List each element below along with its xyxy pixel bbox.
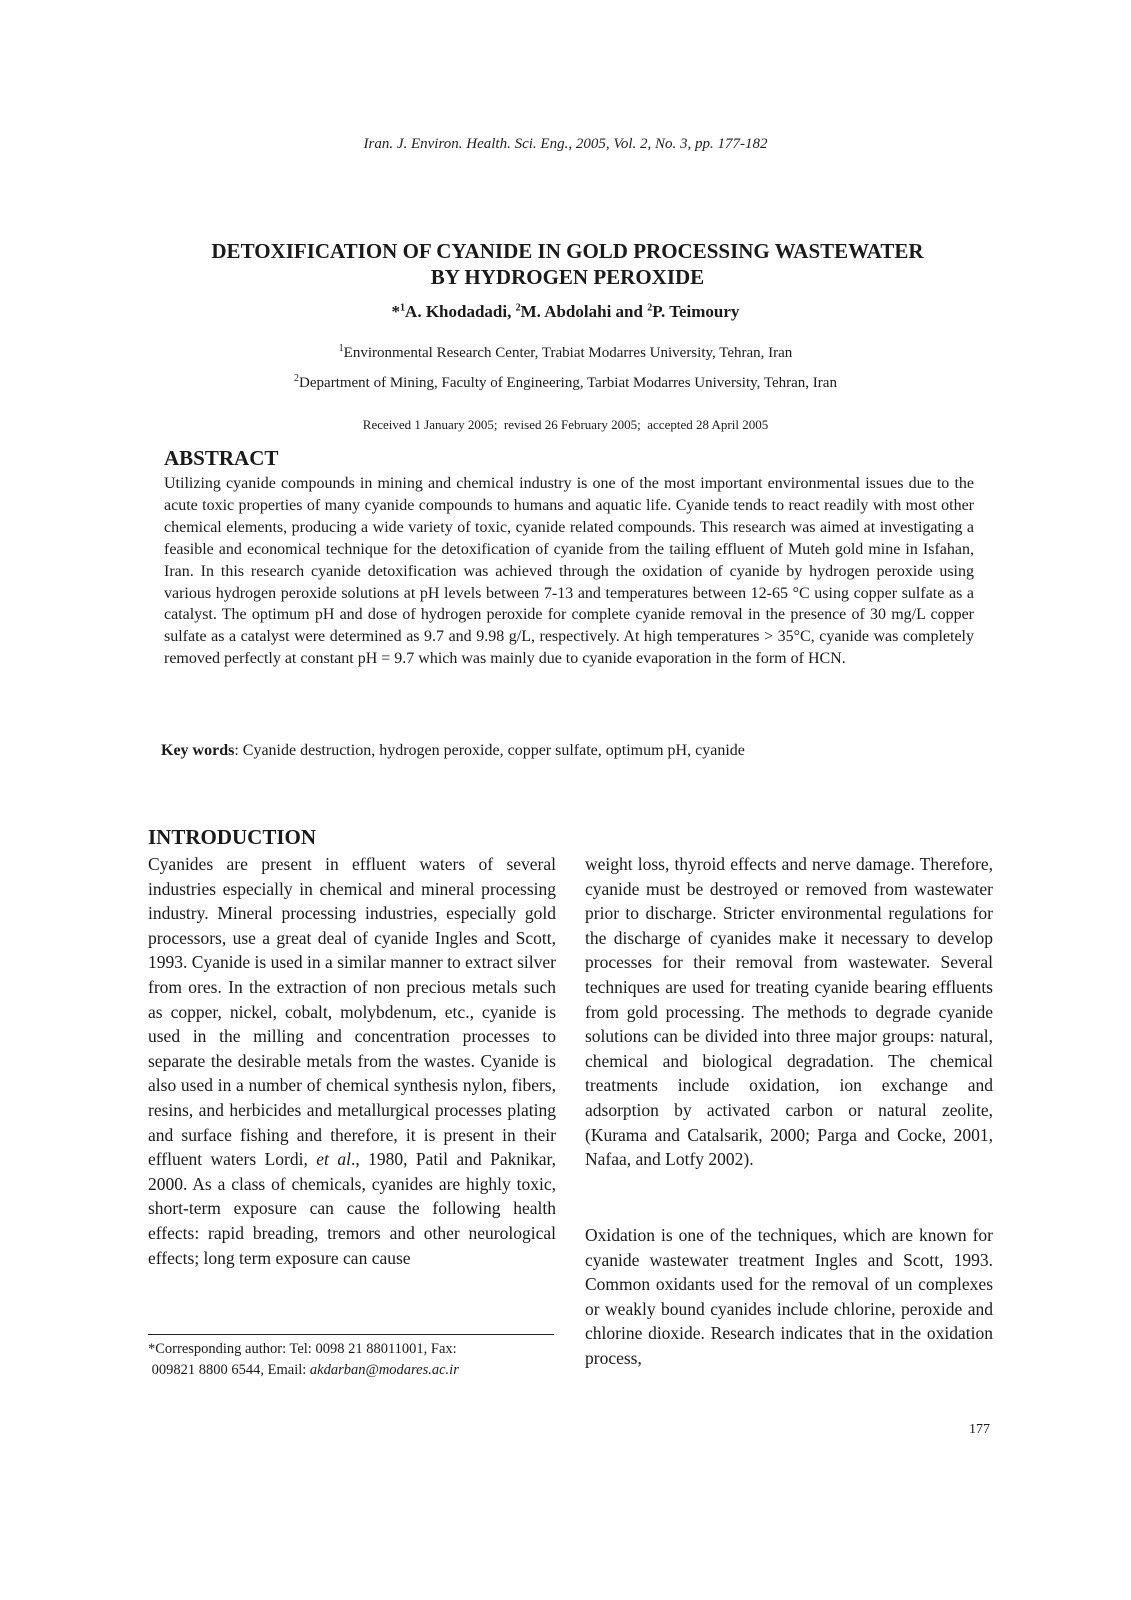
abstract-text: Utilizing cyanide compounds in mining and chemical industry is one of the most important environmental issues due to the acute toxic properties of many cyanide compounds to humans and aquatic life. Cyanide tends to react readily with most other chemical elements, producing a wide variety of toxic, cyanide related compounds. This research was aimed at investigating a feasible and economical technique for the detoxification of cyanide from the tailing effluent of Muteh gold mine in Isfahan, Iran. In this research cyanide detoxification was achieved through the oxidation of cyanide by hydrogen peroxide using various hydrogen peroxide solutions at pH levels between 7-13 and temperatures between 12-65 °C using copper sulfate as a catalyst. The optimum pH and dose of hydrogen peroxide for complete cyanide removal in the presence of 30 mg/L copper sulfate as a catalyst were determined as 9.7 and 9.98 g/L, respectively. At high temperatures > 35°C, cyanide was completely removed perfectly at constant pH = 9.7 which was mainly due to cyanide evaporation in the form of HCN. xyxy=(164,475,974,668)
page-number: 177 xyxy=(969,1422,990,1437)
footnote-email[interactable]: akdarban@modares.ac.ir xyxy=(309,1362,459,1378)
author-1-affiliation-mark: 1 xyxy=(400,302,406,314)
paper-title-line-2: BY HYDROGEN PEROXIDE xyxy=(430,265,705,289)
abstract-heading: ABSTRACT xyxy=(164,446,279,470)
affiliation-2 xyxy=(0,375,1131,392)
introduction-left-column xyxy=(148,852,556,1270)
journal-citation: Iran. J. Environ. Health. Sci. Eng., 2005, Vol. 2, No. 3, pp. 177-182 xyxy=(363,136,768,152)
received-dates: Received 1 January 2005; revised 26 February 2005; accepted 28 April 2005 xyxy=(362,417,769,432)
keywords-text: : Cyanide destruction, hydrogen peroxide, copper sulfate, optimum pH, cyanide xyxy=(234,742,745,759)
paper-title xyxy=(100,238,1035,290)
introduction-right-paragraph-1: weight loss, thyroid effects and nerve damage. Therefore, cyanide must be destroyed or removed from wastewater prior to discharge. Stricter environmental regulations for the discharge of cyanides make it necessary to develop processes for their removal from wastewater. Several techniques are used for treating cyanide bearing effluents from gold processing. The methods to degrade cyanide solutions can be divided into three major groups: natural, chemical and biological degradation. The chemical treatments include oxidation, ion exchange and adsorption by activated carbon or natural zeolite, (Kurama and Catalsarik, 2000; Parga and Cocke, 2001, Nafaa, and Lotfy 2002). xyxy=(585,854,993,1170)
author-2-name: M. Abdolahi and xyxy=(520,302,643,321)
keywords-label: Key words xyxy=(161,742,235,759)
footnote-line-1: *Corresponding author: Tel: 0098 21 88011001, Fax: xyxy=(148,1341,457,1357)
affiliation-2-mark: 2 xyxy=(294,373,300,384)
paper-title-line-1: DETOXIFICATION OF CYANIDE IN GOLD PROCESSING WASTEWATER xyxy=(211,239,924,263)
footnote-line-2 xyxy=(148,1360,568,1381)
author-2-affiliation-mark: 2 xyxy=(515,302,521,314)
affiliation-1-text: Environmental Research Center, Trabiat Modarres University, Tehran, Iran xyxy=(343,345,793,361)
corresponding-author-footnote xyxy=(148,1339,568,1381)
keywords xyxy=(161,742,981,760)
affiliation-1 xyxy=(0,345,1131,362)
author-3-affiliation-mark: 2 xyxy=(647,302,653,314)
introduction-left-text-1: Cyanides are present in effluent waters of several industries especially in chemical and mineral processing industry. Mineral processing industries, especially gold processors, use a great deal of cyanide Ingles and Scott, 1993. Cyanide is used in a similar manner to extract silver from ores. In the extraction of non precious metals such as copper, nickel, cobalt, molybdenum, etc., cyanide is used in the milling and concentration processes to separate the desirable metals from the wastes. Cyanide is also used in a number of chemical synthesis nylon, fibers, resins, and herbicides and metallurgical processes plating and surface fishing and therefore, it is present in their effluent waters Lordi, xyxy=(148,854,556,1170)
introduction-left-text-2: ., 1980, Patil and Paknikar, 2000. As a class of chemicals, cyanides are highly toxic, short-term exposure can cause the following health effects: rapid breading, tremors and other neurological effects; long term exposure can cause xyxy=(148,1149,556,1268)
corresponding-star: * xyxy=(391,302,401,321)
et-al: et al xyxy=(316,1149,351,1170)
affiliation-1-mark: 1 xyxy=(338,343,344,354)
introduction-heading: INTRODUCTION xyxy=(148,825,317,849)
introduction-right-paragraph-2: Oxidation is one of the techniques, which are known for cyanide wastewater treatment Ingles and Scott, 1993. Common oxidants used for the removal of un complexes or weakly bound cyanides include chlorine, peroxide and chlorine dioxide. Research indicates that in the oxidation process, xyxy=(585,1225,993,1368)
author-list xyxy=(0,302,1131,322)
author-3-name: P. Teimoury xyxy=(652,302,740,321)
affiliation-2-text: Department of Mining, Faculty of Engineering, Tarbiat Modarres University, Tehran, Iran xyxy=(299,375,837,391)
footnote-contact: 009821 8800 6544, Email: xyxy=(151,1362,310,1378)
footnote-divider xyxy=(148,1334,554,1335)
author-1-name: A. Khodadadi, xyxy=(405,302,512,321)
